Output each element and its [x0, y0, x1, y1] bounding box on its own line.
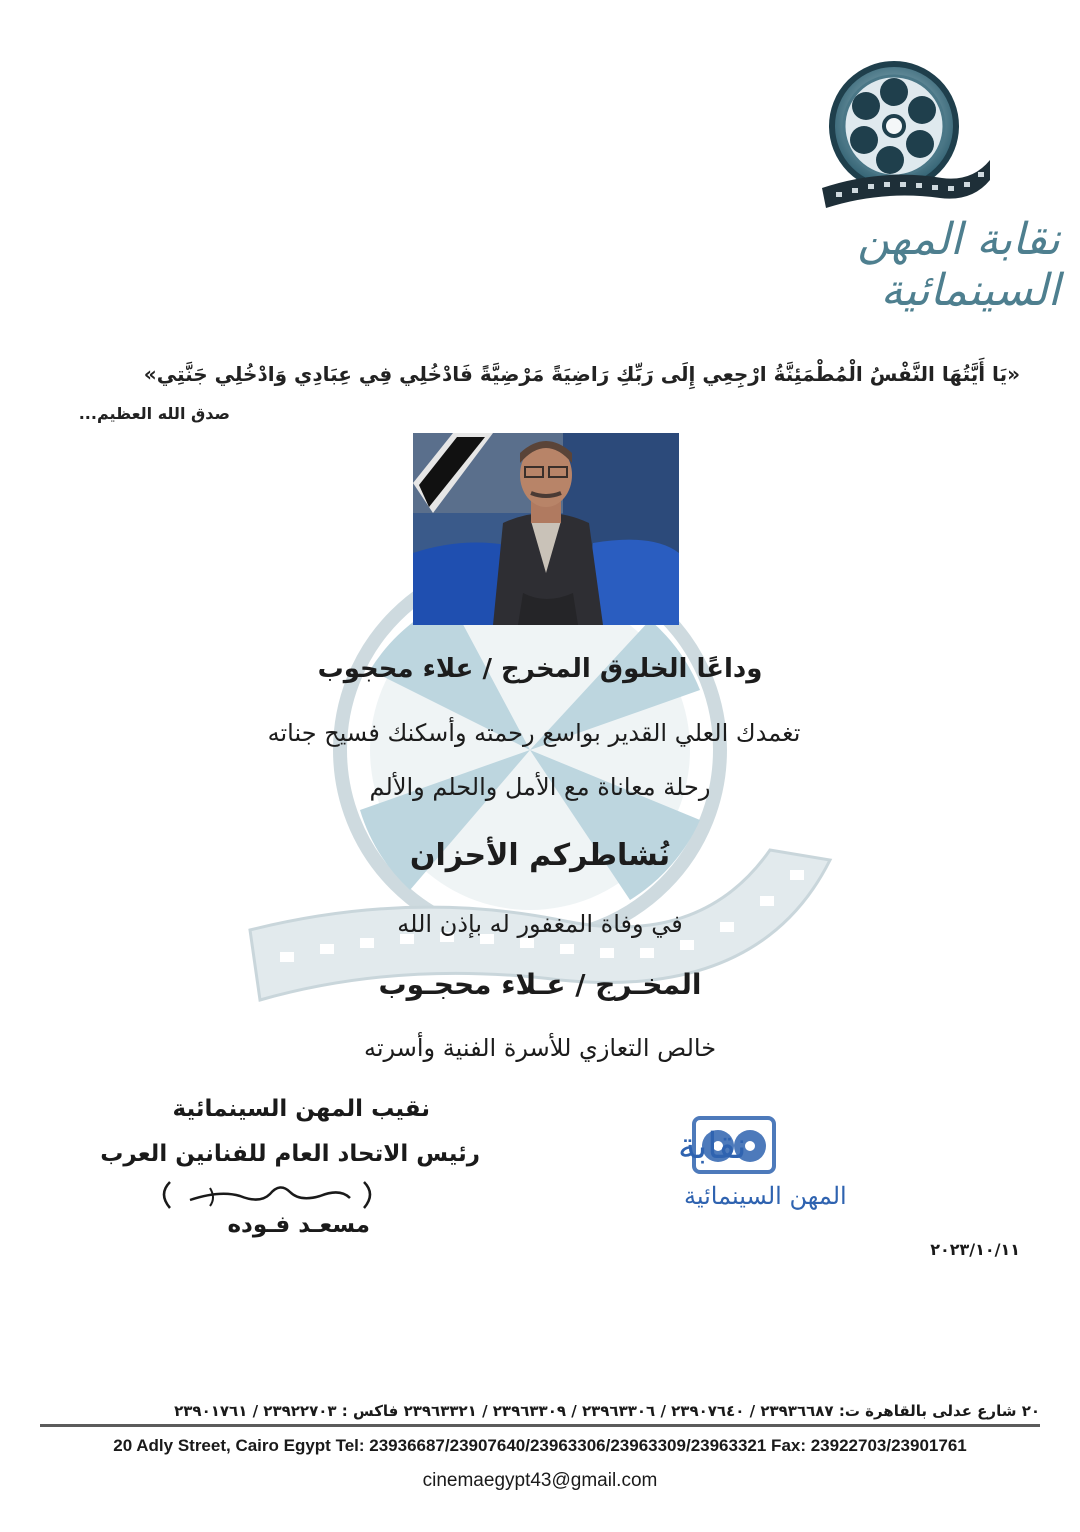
org-name-logo-text: نقابة المهن السينمائية [857, 214, 1060, 316]
director-name: المخـرج / عـلاء محجـوب [378, 968, 702, 1001]
stamp-line-1: نقابة [678, 1126, 747, 1167]
portrait-photo [413, 433, 679, 625]
footer-address-english: 20 Adly Street, Cairo Egypt Tel: 23936687/23907640/23963306/23963309/23963321 Fax: 23922703/23901761 [113, 1436, 967, 1455]
condolence-line: خالص التعازي للأسرة الفنية وأسرته [363, 1034, 717, 1062]
handwritten-signature [150, 1168, 380, 1218]
passing-line: في وفاة المغفور له بإذن الله [397, 910, 683, 938]
share-sorrow-heading: نُشاطركم الأحزان [409, 838, 671, 873]
farewell-heading: وداعًا الخلوق المخرج / علاء محجوب [317, 654, 763, 684]
signatory-title-2: رئيس الاتحاد العام للفنانين العرب [100, 1141, 480, 1167]
footer-divider [40, 1424, 1040, 1427]
syndicate-stamp [488, 1108, 847, 1218]
stamp-line-2: المهن السينمائية [684, 1182, 847, 1210]
signatory-title-1: نقيب المهن السينمائية [172, 1096, 430, 1122]
footer-address-arabic: ٢٠ شارع عدلى بالقاهرة ت: ٢٣٩٣٦٦٨٧ / ٢٣٩٠٧٦٤٠ / ٢٣٩٦٣٣٠٦ / ٢٣٩٦٣٣٠٩ / ٢٣٩٦٣٣٢١ فاكس : ٢٣٩٢٢٧٠٣ / ٢٣٩٠١٧٦١ [174, 1402, 1040, 1420]
prayer-line: تغمدك العلي القدير بواسع رحمته وأسكنك فسيح جناته [267, 719, 801, 747]
footer-email[interactable]: cinemaegypt43@gmail.com [422, 1470, 658, 1491]
film-reel-logo-icon [822, 48, 992, 213]
signatory-name: مسعـد فـوده [227, 1212, 370, 1238]
verse-closing: صدق الله العظيم... [78, 404, 230, 423]
document-date: ٢٠٢٣/١٠/١١ [930, 1240, 1020, 1259]
quran-verse: «يَا أَيَّتُهَا النَّفْسُ الْمُطْمَئِنَّةُ ارْجِعِي إِلَى رَبِّكِ رَاضِيَةً مَرْضِيَّةً فَادْخُلِي فِي عِبَادِي وَادْخُلِي جَنَّتِي» [143, 362, 1020, 386]
journey-line: رحلة معاناة مع الأمل والحلم والألم [369, 773, 711, 801]
